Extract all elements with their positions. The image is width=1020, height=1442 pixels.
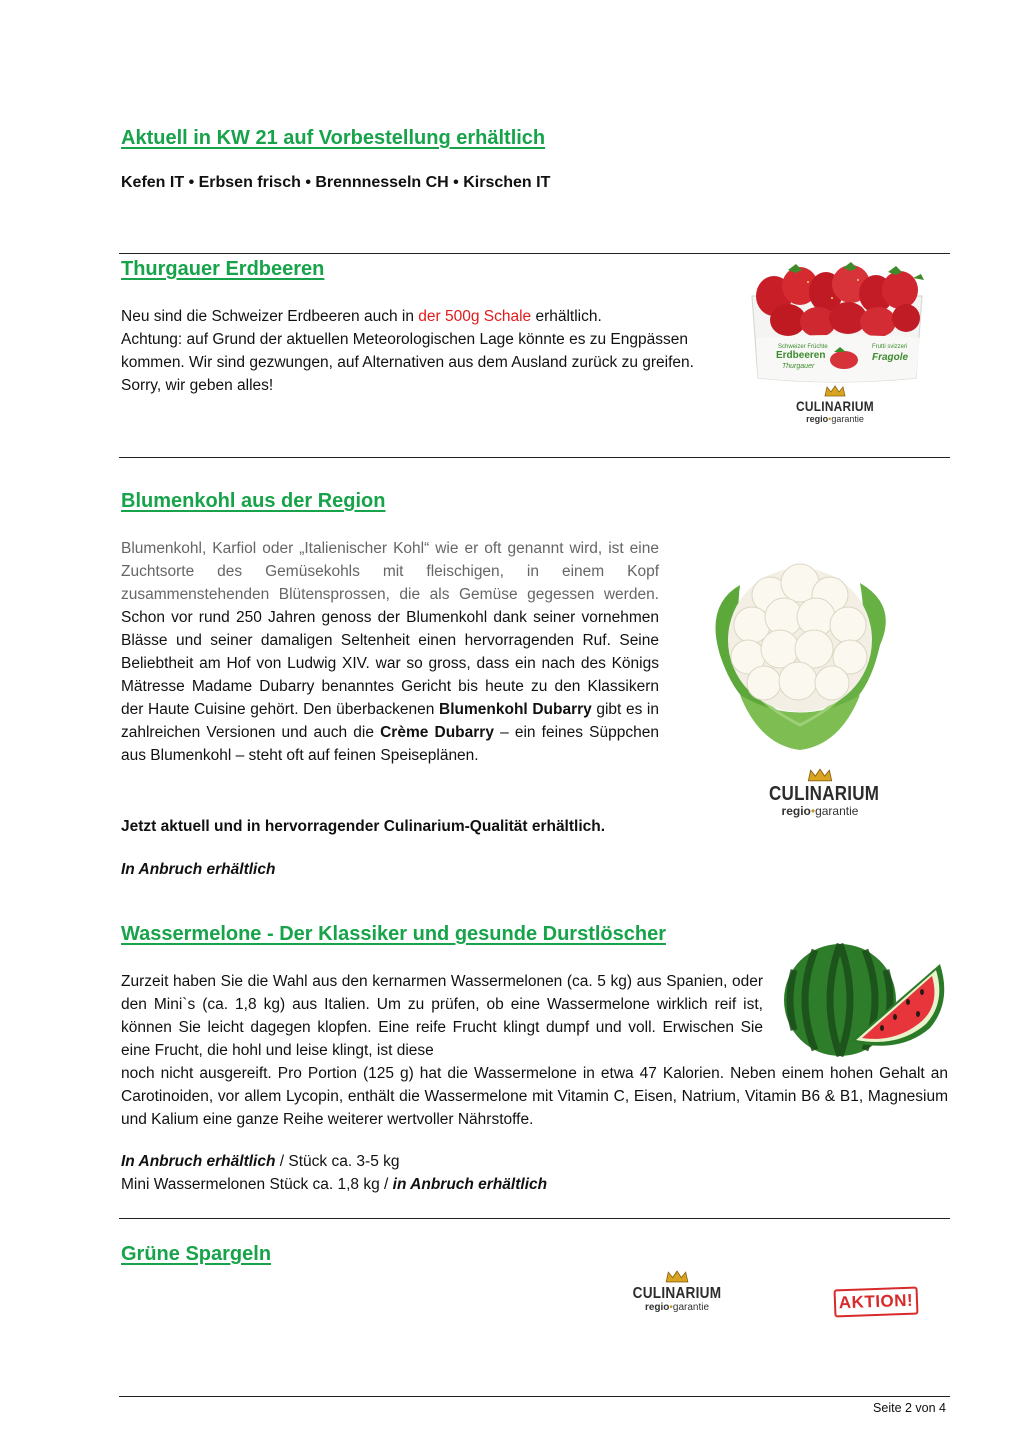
page-number: Seite 2 von 4	[873, 1401, 946, 1415]
mini-watermelon-weight: Mini Wassermelonen Stück ca. 1,8 kg /	[121, 1176, 393, 1193]
cauliflower-bold-b: Crème Dubarry	[380, 724, 494, 741]
divider	[119, 253, 950, 254]
basket-label-right: Fragole	[872, 352, 909, 363]
watermelon-text-wide: noch nicht ausgereift. Pro Portion (125 g) hat die Wassermelone in etwa 47 Kalorien. Neben einem hohen Gehalt an Carotinoiden, vor allem Lycopin, enthält die Wassermelone mit Vitamin C, Eisen, Natrium, Vitamin B6 & B1, Magnesium und Kalium eine ganze Reihe weiterer wertvoller Nährstoffe.	[121, 1065, 948, 1128]
watermelon-line-2	[121, 1173, 547, 1196]
logo-sub-a: regio	[806, 414, 829, 424]
logo-sub: regio•garantie	[644, 1302, 710, 1313]
strawberries-highlight: der 500g Schale	[418, 308, 532, 325]
strawberries-text-a: Neu sind die Schweizer Erdbeeren auch in	[121, 308, 419, 325]
section-title-asparagus: Grüne Spargeln	[121, 1243, 272, 1265]
cauliflower-availability: In Anbruch erhältlich	[121, 861, 276, 878]
watermelon-weight: / Stück ca. 3-5 kg	[275, 1153, 400, 1170]
watermelon-text-narrow: Zurzeit haben Sie die Wahl aus den kernarmen Wassermelonen (ca. 5 kg) aus Spanien, oder den Mini`s (ca. 1,8 kg) aus Italien. Um zu prüfen, ob eine Wassermelone wirklich reif ist, können Sie leicht dagegen klopfen. Eine reife Frucht klingt dumpf und voll. Erwischen Sie eine Frucht, die hohl und leise klingt, ist diese	[121, 973, 763, 1059]
strawberries-icon	[756, 262, 924, 337]
cauliflower-text-b: gibt es in zahlreichen Versionen und auch die	[121, 701, 659, 741]
crown-icon	[824, 385, 846, 397]
section-title-strawberries: Thurgauer Erdbeeren	[121, 258, 325, 280]
culinarium-logo	[622, 1270, 732, 1320]
section-title-watermelon: Wassermelone - Der Klassiker und gesunde Durstlöscher	[121, 923, 666, 945]
cauliflower-text-a: Schon vor rund 250 Jahren genoss der Blumenkohl dank seiner vornehmen Blässe und seiner damaligen Seltenheit einen hervorragenden Ruf. Seine Beliebtheit am Hof von Ludwig XIV. war so gross, dass ein nach des Königs Mätresse Madame Dubarry benanntes Gericht bis heute zu den Klassikern der Haute Cuisine gehört. Den überbackenen	[121, 609, 659, 718]
watermelon-icon	[784, 944, 944, 1056]
cauliflower-bold-a: Blumenkohl Dubarry	[439, 701, 592, 718]
logo-sub-a: regio	[781, 804, 811, 818]
section-title-cauliflower: Blumenkohl aus der Region	[121, 490, 386, 512]
watermelon-availability: In Anbruch erhältlich	[121, 1153, 276, 1170]
footer-divider	[119, 1396, 950, 1397]
cauliflower-icon	[716, 564, 886, 750]
logo-sub-b: garantie	[815, 804, 859, 818]
cauliflower-text-grey: Blumenkohl, Karfiol oder „Italienischer Kohl“ wie er oft genannt wird, ist eine Zuchtsorte des Gemüsekohls mit fleischigen, in einem Kopf zusammenstehenden Blütensprossen, die als Gemüse gegessen werden.	[121, 540, 659, 603]
logo-sub: regio•garantie	[806, 414, 864, 424]
watermelon-line-1	[121, 1150, 400, 1173]
cauliflower-text	[121, 537, 659, 767]
culinarium-logo	[785, 385, 885, 435]
basket-label-left: Erdbeeren	[776, 350, 826, 361]
basket-label-small-left: Schweizer Früchte	[778, 344, 828, 350]
section-title-kw21: Aktuell in KW 21 auf Vorbestellung erhältlich	[121, 127, 546, 149]
divider	[119, 1218, 950, 1219]
strawberries-text-b: erhältlich.	[531, 308, 602, 325]
cauliflower-note: Jetzt aktuell und in hervorragender Culinarium-Qualität erhältlich.	[121, 818, 606, 835]
logo-sub: regio•garantie	[781, 804, 859, 818]
divider	[119, 457, 950, 458]
logo-sub-a: regio	[644, 1302, 670, 1313]
strawberries-text-c: Achtung: auf Grund der aktuellen Meteorologischen Lage könnte es zu Engpässen kommen. Wir sind gezwungen, auf Alternativen aus dem Ausland zurück zu greifen. Sorry, wir geben alles!	[121, 331, 694, 394]
logo-brand: CULINARIUM	[632, 1285, 722, 1302]
strawberry-basket-image	[748, 262, 926, 384]
cauliflower-image	[700, 545, 900, 755]
logo-sub-b: garantie	[831, 414, 864, 424]
basket-label-left-sub: Thurgauer	[782, 363, 815, 370]
basket-label-small-right: Frutti svizzeri	[872, 344, 908, 350]
mini-watermelon-availability: in Anbruch erhältlich	[392, 1176, 548, 1193]
logo-brand: CULINARIUM	[769, 783, 880, 805]
strawberries-text	[121, 305, 721, 397]
preorder-items: Kefen IT • Erbsen frisch • Brennnesseln CH • Kirschen IT	[121, 174, 551, 191]
aktion-badge	[834, 1287, 919, 1318]
cauliflower-text-c: – ein feines Süppchen aus Blumenkohl – steht oft auf feinen Speiseplänen.	[121, 724, 659, 764]
crown-icon	[665, 1270, 689, 1283]
aktion-badge-label: AKTION!	[838, 1290, 914, 1313]
culinarium-logo	[760, 768, 880, 818]
logo-sub-b: garantie	[672, 1302, 710, 1313]
logo-brand: CULINARIUM	[796, 398, 874, 414]
crown-icon	[807, 768, 833, 782]
watermelon-image	[780, 942, 950, 1060]
